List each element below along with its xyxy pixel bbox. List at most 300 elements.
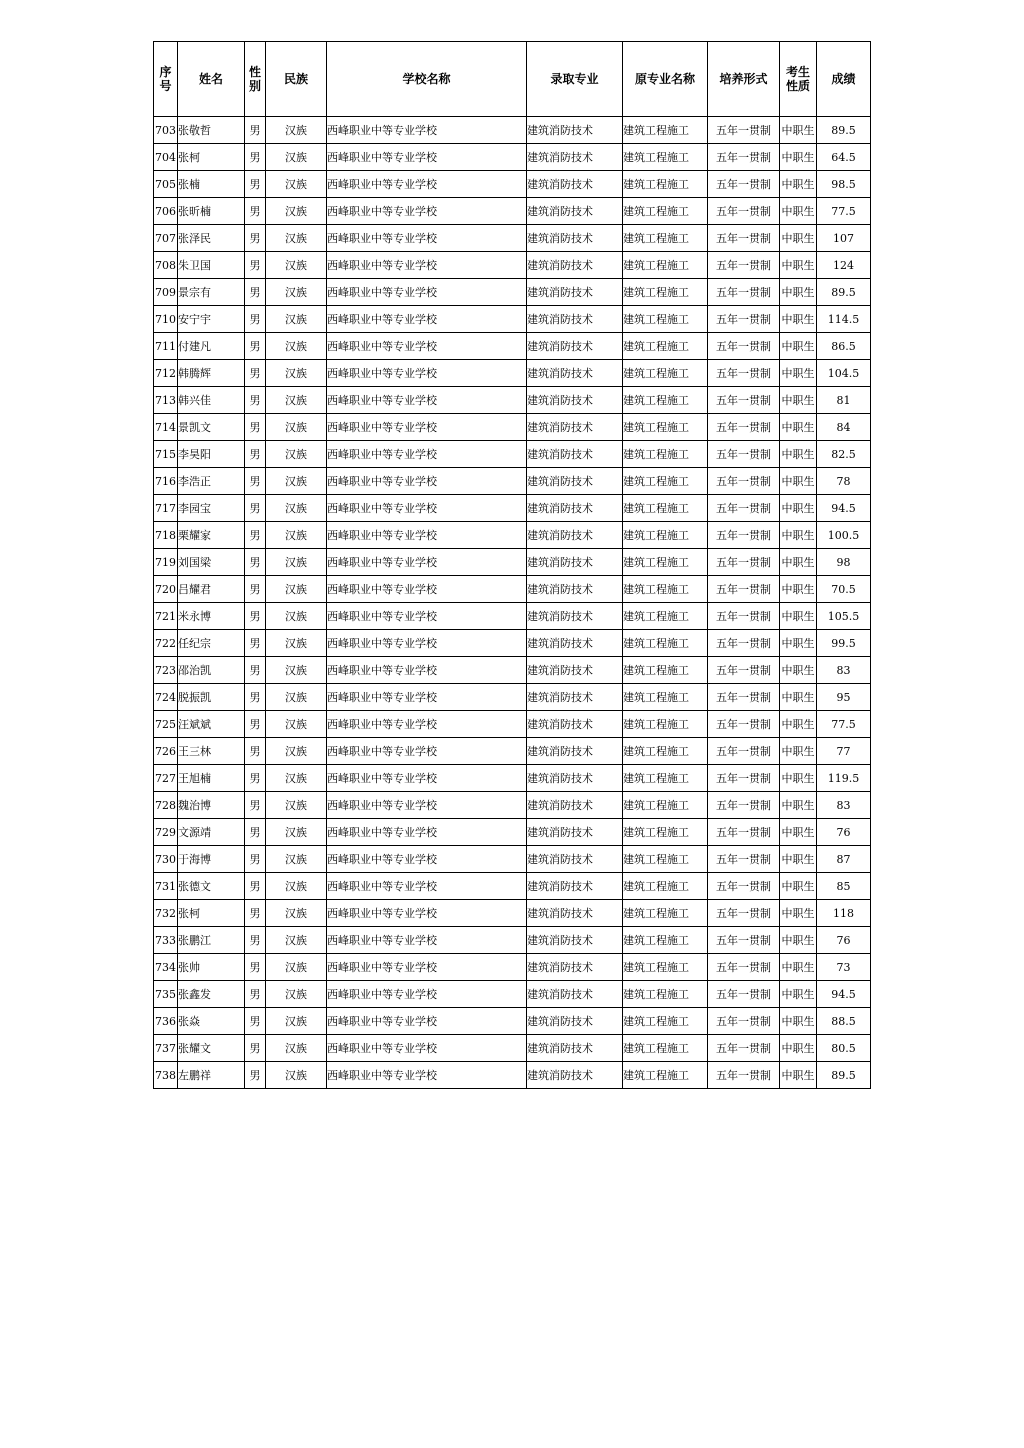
student-ethnicity-cell: 汉族 (266, 117, 327, 144)
admitted-major-cell: 建筑消防技术 (527, 981, 623, 1008)
original-major-cell: 建筑工程施工 (623, 765, 708, 792)
training-form-cell: 五年一贯制 (708, 900, 780, 927)
student-ethnicity-cell: 汉族 (266, 549, 327, 576)
student-name-cell: 景凯文 (178, 414, 245, 441)
admitted-major-cell: 建筑消防技术 (527, 198, 623, 225)
row-number-cell: 734 (154, 954, 178, 981)
student-type-cell: 中职生 (780, 765, 817, 792)
admitted-major-cell: 建筑消防技术 (527, 819, 623, 846)
admitted-major-cell: 建筑消防技术 (527, 549, 623, 576)
school-name-cell: 西峰职业中等专业学校 (327, 738, 527, 765)
training-form-cell: 五年一贯制 (708, 738, 780, 765)
student-name-cell: 任纪宗 (178, 630, 245, 657)
admitted-major-cell: 建筑消防技术 (527, 117, 623, 144)
school-name-cell: 西峰职业中等专业学校 (327, 981, 527, 1008)
student-ethnicity-cell: 汉族 (266, 603, 327, 630)
school-name-cell: 西峰职业中等专业学校 (327, 819, 527, 846)
student-type-cell: 中职生 (780, 711, 817, 738)
score-cell: 100.5 (817, 522, 871, 549)
student-type-cell: 中职生 (780, 1008, 817, 1035)
admitted-major-cell: 建筑消防技术 (527, 279, 623, 306)
table-row (154, 387, 871, 414)
student-sex-cell: 男 (245, 927, 266, 954)
student-ethnicity-cell: 汉族 (266, 792, 327, 819)
original-major-cell: 建筑工程施工 (623, 630, 708, 657)
table-row (154, 765, 871, 792)
original-major-cell: 建筑工程施工 (623, 711, 708, 738)
row-number-cell: 703 (154, 117, 178, 144)
table-row (154, 738, 871, 765)
student-name-cell: 王三林 (178, 738, 245, 765)
header-original-major: 原专业名称 (623, 42, 708, 117)
score-cell: 80.5 (817, 1035, 871, 1062)
student-sex-cell: 男 (245, 225, 266, 252)
row-number-cell: 738 (154, 1062, 178, 1089)
training-form-cell: 五年一贯制 (708, 225, 780, 252)
student-sex-cell: 男 (245, 468, 266, 495)
score-cell: 124 (817, 252, 871, 279)
student-sex-cell: 男 (245, 252, 266, 279)
student-ethnicity-cell: 汉族 (266, 1008, 327, 1035)
student-ethnicity-cell: 汉族 (266, 630, 327, 657)
student-ethnicity-cell: 汉族 (266, 252, 327, 279)
table-row (154, 873, 871, 900)
student-sex-cell: 男 (245, 765, 266, 792)
admitted-major-cell: 建筑消防技术 (527, 468, 623, 495)
training-form-cell: 五年一贯制 (708, 171, 780, 198)
student-type-cell: 中职生 (780, 1035, 817, 1062)
school-name-cell: 西峰职业中等专业学校 (327, 657, 527, 684)
admitted-major-cell: 建筑消防技术 (527, 414, 623, 441)
school-name-cell: 西峰职业中等专业学校 (327, 279, 527, 306)
admission-table (153, 41, 871, 1089)
student-name-cell: 张耀文 (178, 1035, 245, 1062)
table-row (154, 144, 871, 171)
admitted-major-cell: 建筑消防技术 (527, 873, 623, 900)
header-training-form: 培养形式 (708, 42, 780, 117)
score-cell: 84 (817, 414, 871, 441)
table-row (154, 441, 871, 468)
table-row (154, 711, 871, 738)
row-number-cell: 729 (154, 819, 178, 846)
school-name-cell: 西峰职业中等专业学校 (327, 117, 527, 144)
original-major-cell: 建筑工程施工 (623, 1062, 708, 1089)
student-name-cell: 张柯 (178, 144, 245, 171)
score-cell: 114.5 (817, 306, 871, 333)
student-type-cell: 中职生 (780, 657, 817, 684)
training-form-cell: 五年一贯制 (708, 927, 780, 954)
student-sex-cell: 男 (245, 711, 266, 738)
school-name-cell: 西峰职业中等专业学校 (327, 1062, 527, 1089)
table-row (154, 900, 871, 927)
student-name-cell: 脱振凯 (178, 684, 245, 711)
table-row (154, 198, 871, 225)
row-number-cell: 717 (154, 495, 178, 522)
row-number-cell: 735 (154, 981, 178, 1008)
row-number-cell: 724 (154, 684, 178, 711)
row-number-cell: 708 (154, 252, 178, 279)
student-ethnicity-cell: 汉族 (266, 279, 327, 306)
original-major-cell: 建筑工程施工 (623, 117, 708, 144)
student-ethnicity-cell: 汉族 (266, 333, 327, 360)
student-type-cell: 中职生 (780, 225, 817, 252)
score-cell: 64.5 (817, 144, 871, 171)
score-cell: 99.5 (817, 630, 871, 657)
student-sex-cell: 男 (245, 981, 266, 1008)
student-sex-cell: 男 (245, 603, 266, 630)
student-type-cell: 中职生 (780, 144, 817, 171)
row-number-cell: 721 (154, 603, 178, 630)
score-cell: 89.5 (817, 279, 871, 306)
header-ethnicity: 民族 (266, 42, 327, 117)
training-form-cell: 五年一贯制 (708, 792, 780, 819)
row-number-cell: 704 (154, 144, 178, 171)
student-type-cell: 中职生 (780, 927, 817, 954)
student-type-cell: 中职生 (780, 117, 817, 144)
student-name-cell: 李园宝 (178, 495, 245, 522)
table-row (154, 414, 871, 441)
score-cell: 118 (817, 900, 871, 927)
student-ethnicity-cell: 汉族 (266, 684, 327, 711)
student-ethnicity-cell: 汉族 (266, 225, 327, 252)
row-number-cell: 732 (154, 900, 178, 927)
original-major-cell: 建筑工程施工 (623, 873, 708, 900)
student-type-cell: 中职生 (780, 333, 817, 360)
admitted-major-cell: 建筑消防技术 (527, 495, 623, 522)
student-ethnicity-cell: 汉族 (266, 360, 327, 387)
training-form-cell: 五年一贯制 (708, 873, 780, 900)
student-sex-cell: 男 (245, 198, 266, 225)
original-major-cell: 建筑工程施工 (623, 981, 708, 1008)
table-row (154, 1035, 871, 1062)
student-name-cell: 张昕楠 (178, 198, 245, 225)
school-name-cell: 西峰职业中等专业学校 (327, 927, 527, 954)
admitted-major-cell: 建筑消防技术 (527, 333, 623, 360)
table-row (154, 495, 871, 522)
table-row (154, 279, 871, 306)
row-number-cell: 714 (154, 414, 178, 441)
training-form-cell: 五年一贯制 (708, 819, 780, 846)
row-number-cell: 731 (154, 873, 178, 900)
student-type-cell: 中职生 (780, 198, 817, 225)
original-major-cell: 建筑工程施工 (623, 495, 708, 522)
student-sex-cell: 男 (245, 522, 266, 549)
student-ethnicity-cell: 汉族 (266, 522, 327, 549)
student-sex-cell: 男 (245, 1008, 266, 1035)
training-form-cell: 五年一贯制 (708, 630, 780, 657)
student-sex-cell: 男 (245, 306, 266, 333)
table-row (154, 603, 871, 630)
student-ethnicity-cell: 汉族 (266, 738, 327, 765)
student-ethnicity-cell: 汉族 (266, 144, 327, 171)
student-ethnicity-cell: 汉族 (266, 819, 327, 846)
original-major-cell: 建筑工程施工 (623, 468, 708, 495)
student-ethnicity-cell: 汉族 (266, 846, 327, 873)
student-ethnicity-cell: 汉族 (266, 1062, 327, 1089)
table-row (154, 468, 871, 495)
student-sex-cell: 男 (245, 846, 266, 873)
table-row (154, 522, 871, 549)
student-sex-cell: 男 (245, 414, 266, 441)
training-form-cell: 五年一贯制 (708, 1062, 780, 1089)
student-name-cell: 王旭楠 (178, 765, 245, 792)
school-name-cell: 西峰职业中等专业学校 (327, 306, 527, 333)
student-ethnicity-cell: 汉族 (266, 900, 327, 927)
training-form-cell: 五年一贯制 (708, 387, 780, 414)
score-cell: 83 (817, 792, 871, 819)
table-body (154, 117, 871, 1089)
student-name-cell: 于海博 (178, 846, 245, 873)
student-sex-cell: 男 (245, 117, 266, 144)
score-cell: 98.5 (817, 171, 871, 198)
student-ethnicity-cell: 汉族 (266, 576, 327, 603)
student-ethnicity-cell: 汉族 (266, 441, 327, 468)
student-name-cell: 米永博 (178, 603, 245, 630)
training-form-cell: 五年一贯制 (708, 684, 780, 711)
training-form-cell: 五年一贯制 (708, 414, 780, 441)
student-name-cell: 李昊阳 (178, 441, 245, 468)
student-type-cell: 中职生 (780, 306, 817, 333)
student-sex-cell: 男 (245, 279, 266, 306)
header-admitted-major: 录取专业 (527, 42, 623, 117)
table-row (154, 954, 871, 981)
student-name-cell: 韩腾辉 (178, 360, 245, 387)
admitted-major-cell: 建筑消防技术 (527, 387, 623, 414)
original-major-cell: 建筑工程施工 (623, 900, 708, 927)
student-ethnicity-cell: 汉族 (266, 495, 327, 522)
admitted-major-cell: 建筑消防技术 (527, 900, 623, 927)
student-sex-cell: 男 (245, 738, 266, 765)
student-sex-cell: 男 (245, 1062, 266, 1089)
student-type-cell: 中职生 (780, 360, 817, 387)
student-name-cell: 李浩正 (178, 468, 245, 495)
row-number-cell: 706 (154, 198, 178, 225)
student-type-cell: 中职生 (780, 495, 817, 522)
school-name-cell: 西峰职业中等专业学校 (327, 684, 527, 711)
student-sex-cell: 男 (245, 360, 266, 387)
admitted-major-cell: 建筑消防技术 (527, 522, 623, 549)
school-name-cell: 西峰职业中等专业学校 (327, 1008, 527, 1035)
row-number-cell: 725 (154, 711, 178, 738)
score-cell: 104.5 (817, 360, 871, 387)
row-number-cell: 711 (154, 333, 178, 360)
training-form-cell: 五年一贯制 (708, 846, 780, 873)
student-type-cell: 中职生 (780, 630, 817, 657)
original-major-cell: 建筑工程施工 (623, 819, 708, 846)
training-form-cell: 五年一贯制 (708, 549, 780, 576)
student-type-cell: 中职生 (780, 387, 817, 414)
score-cell: 81 (817, 387, 871, 414)
student-type-cell: 中职生 (780, 414, 817, 441)
school-name-cell: 西峰职业中等专业学校 (327, 792, 527, 819)
original-major-cell: 建筑工程施工 (623, 684, 708, 711)
original-major-cell: 建筑工程施工 (623, 576, 708, 603)
student-type-cell: 中职生 (780, 549, 817, 576)
admitted-major-cell: 建筑消防技术 (527, 225, 623, 252)
row-number-cell: 722 (154, 630, 178, 657)
original-major-cell: 建筑工程施工 (623, 522, 708, 549)
original-major-cell: 建筑工程施工 (623, 441, 708, 468)
student-sex-cell: 男 (245, 630, 266, 657)
student-name-cell: 景宗有 (178, 279, 245, 306)
admitted-major-cell: 建筑消防技术 (527, 1035, 623, 1062)
school-name-cell: 西峰职业中等专业学校 (327, 333, 527, 360)
admitted-major-cell: 建筑消防技术 (527, 171, 623, 198)
student-name-cell: 张德文 (178, 873, 245, 900)
admitted-major-cell: 建筑消防技术 (527, 954, 623, 981)
original-major-cell: 建筑工程施工 (623, 954, 708, 981)
row-number-cell: 719 (154, 549, 178, 576)
row-number-cell: 733 (154, 927, 178, 954)
table-row (154, 927, 871, 954)
student-name-cell: 张鹏江 (178, 927, 245, 954)
training-form-cell: 五年一贯制 (708, 981, 780, 1008)
student-ethnicity-cell: 汉族 (266, 981, 327, 1008)
student-name-cell: 左鹏祥 (178, 1062, 245, 1089)
school-name-cell: 西峰职业中等专业学校 (327, 846, 527, 873)
table-row (154, 117, 871, 144)
student-sex-cell: 男 (245, 441, 266, 468)
score-cell: 73 (817, 954, 871, 981)
admitted-major-cell: 建筑消防技术 (527, 657, 623, 684)
training-form-cell: 五年一贯制 (708, 657, 780, 684)
school-name-cell: 西峰职业中等专业学校 (327, 522, 527, 549)
school-name-cell: 西峰职业中等专业学校 (327, 144, 527, 171)
original-major-cell: 建筑工程施工 (623, 1035, 708, 1062)
table-row (154, 657, 871, 684)
student-name-cell: 韩兴佳 (178, 387, 245, 414)
original-major-cell: 建筑工程施工 (623, 252, 708, 279)
row-number-cell: 726 (154, 738, 178, 765)
student-type-cell: 中职生 (780, 1062, 817, 1089)
score-cell: 83 (817, 657, 871, 684)
student-type-cell: 中职生 (780, 954, 817, 981)
admitted-major-cell: 建筑消防技术 (527, 576, 623, 603)
score-cell: 94.5 (817, 981, 871, 1008)
original-major-cell: 建筑工程施工 (623, 657, 708, 684)
student-sex-cell: 男 (245, 954, 266, 981)
school-name-cell: 西峰职业中等专业学校 (327, 900, 527, 927)
student-ethnicity-cell: 汉族 (266, 387, 327, 414)
score-cell: 77.5 (817, 198, 871, 225)
school-name-cell: 西峰职业中等专业学校 (327, 576, 527, 603)
header-student-type: 考生性质 (780, 42, 817, 117)
table-row (154, 630, 871, 657)
score-cell: 105.5 (817, 603, 871, 630)
admitted-major-cell: 建筑消防技术 (527, 441, 623, 468)
school-name-cell: 西峰职业中等专业学校 (327, 603, 527, 630)
student-type-cell: 中职生 (780, 522, 817, 549)
table-header-row (154, 42, 871, 117)
student-sex-cell: 男 (245, 576, 266, 603)
admitted-major-cell: 建筑消防技术 (527, 765, 623, 792)
original-major-cell: 建筑工程施工 (623, 144, 708, 171)
table-row (154, 1062, 871, 1089)
student-ethnicity-cell: 汉族 (266, 657, 327, 684)
student-sex-cell: 男 (245, 495, 266, 522)
student-ethnicity-cell: 汉族 (266, 954, 327, 981)
training-form-cell: 五年一贯制 (708, 117, 780, 144)
row-number-cell: 710 (154, 306, 178, 333)
school-name-cell: 西峰职业中等专业学校 (327, 468, 527, 495)
original-major-cell: 建筑工程施工 (623, 333, 708, 360)
training-form-cell: 五年一贯制 (708, 495, 780, 522)
training-form-cell: 五年一贯制 (708, 765, 780, 792)
original-major-cell: 建筑工程施工 (623, 738, 708, 765)
student-sex-cell: 男 (245, 171, 266, 198)
original-major-cell: 建筑工程施工 (623, 225, 708, 252)
original-major-cell: 建筑工程施工 (623, 171, 708, 198)
table-row (154, 819, 871, 846)
training-form-cell: 五年一贯制 (708, 1008, 780, 1035)
student-ethnicity-cell: 汉族 (266, 765, 327, 792)
student-type-cell: 中职生 (780, 792, 817, 819)
student-sex-cell: 男 (245, 819, 266, 846)
table-row (154, 981, 871, 1008)
student-name-cell: 张泽民 (178, 225, 245, 252)
student-name-cell: 文源靖 (178, 819, 245, 846)
header-score: 成绩 (817, 42, 871, 117)
school-name-cell: 西峰职业中等专业学校 (327, 495, 527, 522)
original-major-cell: 建筑工程施工 (623, 306, 708, 333)
training-form-cell: 五年一贯制 (708, 522, 780, 549)
row-number-cell: 723 (154, 657, 178, 684)
table-row (154, 684, 871, 711)
student-ethnicity-cell: 汉族 (266, 927, 327, 954)
original-major-cell: 建筑工程施工 (623, 549, 708, 576)
admitted-major-cell: 建筑消防技术 (527, 252, 623, 279)
school-name-cell: 西峰职业中等专业学校 (327, 225, 527, 252)
training-form-cell: 五年一贯制 (708, 360, 780, 387)
student-name-cell: 汪斌斌 (178, 711, 245, 738)
school-name-cell: 西峰职业中等专业学校 (327, 954, 527, 981)
student-name-cell: 吕耀君 (178, 576, 245, 603)
row-number-cell: 713 (154, 387, 178, 414)
training-form-cell: 五年一贯制 (708, 306, 780, 333)
student-sex-cell: 男 (245, 900, 266, 927)
school-name-cell: 西峰职业中等专业学校 (327, 171, 527, 198)
original-major-cell: 建筑工程施工 (623, 846, 708, 873)
training-form-cell: 五年一贯制 (708, 144, 780, 171)
student-ethnicity-cell: 汉族 (266, 198, 327, 225)
score-cell: 119.5 (817, 765, 871, 792)
school-name-cell: 西峰职业中等专业学校 (327, 387, 527, 414)
table-row (154, 171, 871, 198)
score-cell: 77.5 (817, 711, 871, 738)
table-row (154, 252, 871, 279)
row-number-cell: 727 (154, 765, 178, 792)
school-name-cell: 西峰职业中等专业学校 (327, 765, 527, 792)
table-row (154, 333, 871, 360)
student-ethnicity-cell: 汉族 (266, 414, 327, 441)
school-name-cell: 西峰职业中等专业学校 (327, 252, 527, 279)
student-type-cell: 中职生 (780, 171, 817, 198)
row-number-cell: 707 (154, 225, 178, 252)
student-type-cell: 中职生 (780, 900, 817, 927)
admitted-major-cell: 建筑消防技术 (527, 1062, 623, 1089)
student-ethnicity-cell: 汉族 (266, 171, 327, 198)
student-type-cell: 中职生 (780, 576, 817, 603)
table-row (154, 360, 871, 387)
row-number-cell: 737 (154, 1035, 178, 1062)
student-sex-cell: 男 (245, 1035, 266, 1062)
admitted-major-cell: 建筑消防技术 (527, 306, 623, 333)
admitted-major-cell: 建筑消防技术 (527, 738, 623, 765)
student-type-cell: 中职生 (780, 441, 817, 468)
original-major-cell: 建筑工程施工 (623, 927, 708, 954)
admitted-major-cell: 建筑消防技术 (527, 144, 623, 171)
student-sex-cell: 男 (245, 657, 266, 684)
